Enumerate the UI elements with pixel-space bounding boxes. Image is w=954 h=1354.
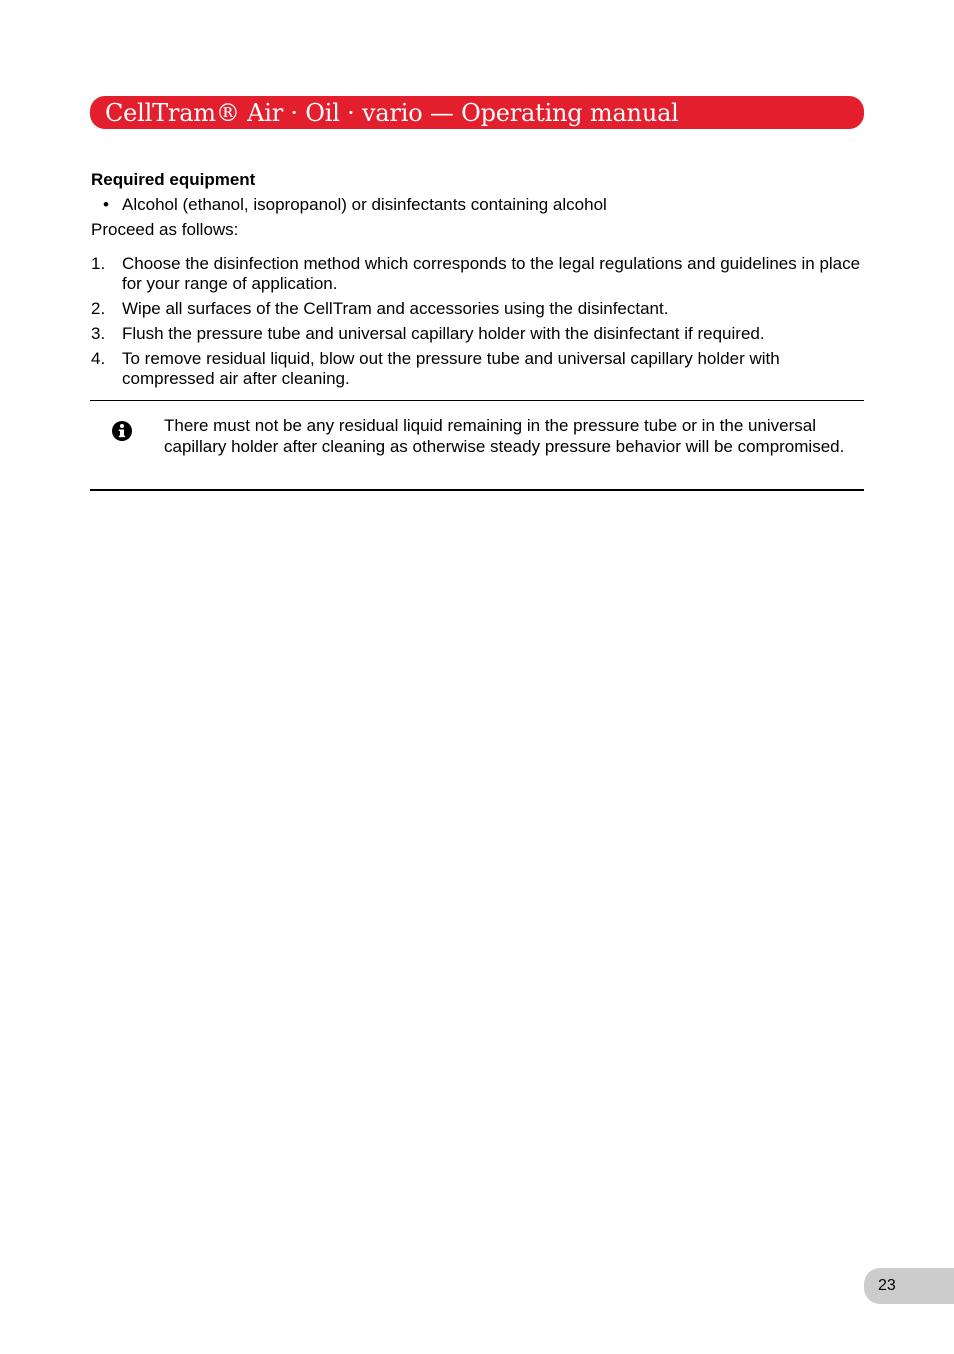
page-number: 23 — [878, 1277, 896, 1294]
info-icon — [112, 421, 132, 441]
page-number-tab — [864, 1268, 954, 1304]
step-number: 3. — [91, 324, 106, 343]
note-text: There must not be any residual liquid remaining in the pressure tube or in the universal capillary holder after cleaning as otherwise steady pressure behavior will be compromised. — [164, 416, 845, 456]
equipment-list — [91, 195, 863, 215]
list-item — [91, 195, 863, 215]
step-text: To remove residual liquid, blow out the pressure tube and universal capillary holder with compressed air after cleaning. — [122, 349, 780, 388]
step-item — [91, 324, 863, 344]
page-title: CellTram® Air · Oil · vario — Operating manual — [105, 98, 679, 127]
intro-text: Proceed as follows: — [91, 220, 239, 239]
section-heading: Required equipment — [91, 170, 256, 189]
main-content — [91, 170, 863, 394]
step-item — [91, 254, 863, 294]
bullet-icon: • — [103, 195, 109, 214]
step-item — [91, 349, 863, 389]
steps-list — [91, 254, 863, 389]
step-text: Flush the pressure tube and universal capillary holder with the disinfectant if required. — [122, 324, 765, 343]
step-number: 4. — [91, 349, 106, 368]
step-number: 2. — [91, 299, 106, 318]
step-number: 1. — [91, 254, 106, 273]
list-item-text: Alcohol (ethanol, isopropanol) or disinfectants containing alcohol — [122, 195, 607, 214]
header-bar — [90, 96, 864, 129]
step-text: Choose the disinfection method which corresponds to the legal regulations and guidelines in place for your range of application. — [122, 254, 861, 293]
step-item — [91, 299, 863, 319]
step-text: Wipe all surfaces of the CellTram and accessories using the disinfectant. — [122, 299, 669, 318]
note-box — [90, 400, 864, 491]
